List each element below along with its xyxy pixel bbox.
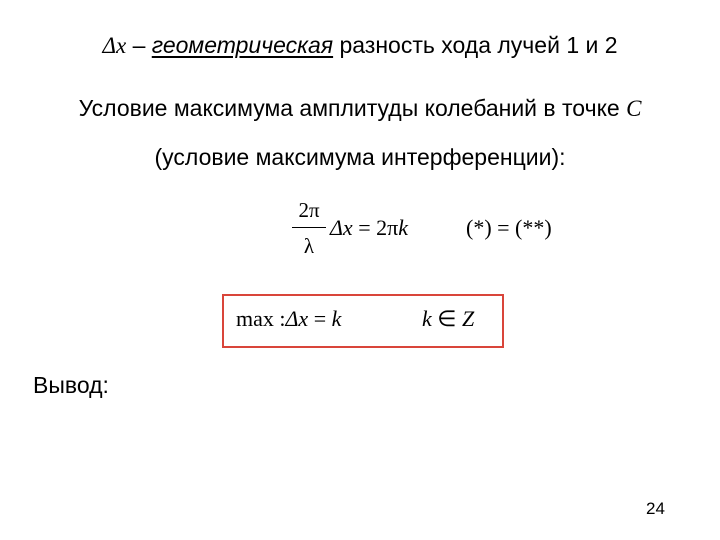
- definition-rest: разность хода лучей 1 и 2: [333, 32, 618, 58]
- maximum-condition-text: Условие максимума амплитуды колебаний в точке: [78, 95, 627, 121]
- conclusion-heading: Вывод:: [33, 372, 109, 398]
- phase-equation: [330, 215, 408, 241]
- eq-delta-x: Δx: [330, 215, 353, 240]
- fraction-denominator: λ: [303, 234, 315, 258]
- boxed-equals: =: [308, 306, 332, 331]
- boxed-set-condition: [422, 306, 474, 332]
- page-number: 24: [646, 499, 665, 518]
- point-c: C: [626, 96, 642, 121]
- fraction: [292, 196, 326, 260]
- maximum-condition-line: [0, 95, 720, 122]
- boxed-k: k: [331, 306, 342, 331]
- emphasized-term: геометрическая: [151, 32, 334, 58]
- equation-reference: (*) = (**): [466, 215, 552, 240]
- delta-x-symbol: Δx: [102, 33, 127, 58]
- fraction-bar: [292, 227, 326, 228]
- eq-k: k: [398, 215, 408, 240]
- dash: –: [126, 32, 152, 58]
- set-in: ∈: [431, 306, 462, 331]
- definition-line: [0, 32, 720, 59]
- fraction-numerator: 2π: [298, 198, 320, 222]
- set-z: Z: [461, 306, 475, 331]
- set-k: k: [422, 306, 432, 331]
- eq-equals: = 2π: [352, 215, 399, 240]
- boxed-prefix: max :: [236, 306, 286, 331]
- interference-condition-line: (условие максимума интерференции):: [154, 144, 566, 170]
- boxed-delta-x: Δx: [285, 306, 309, 331]
- boxed-condition: [236, 306, 341, 332]
